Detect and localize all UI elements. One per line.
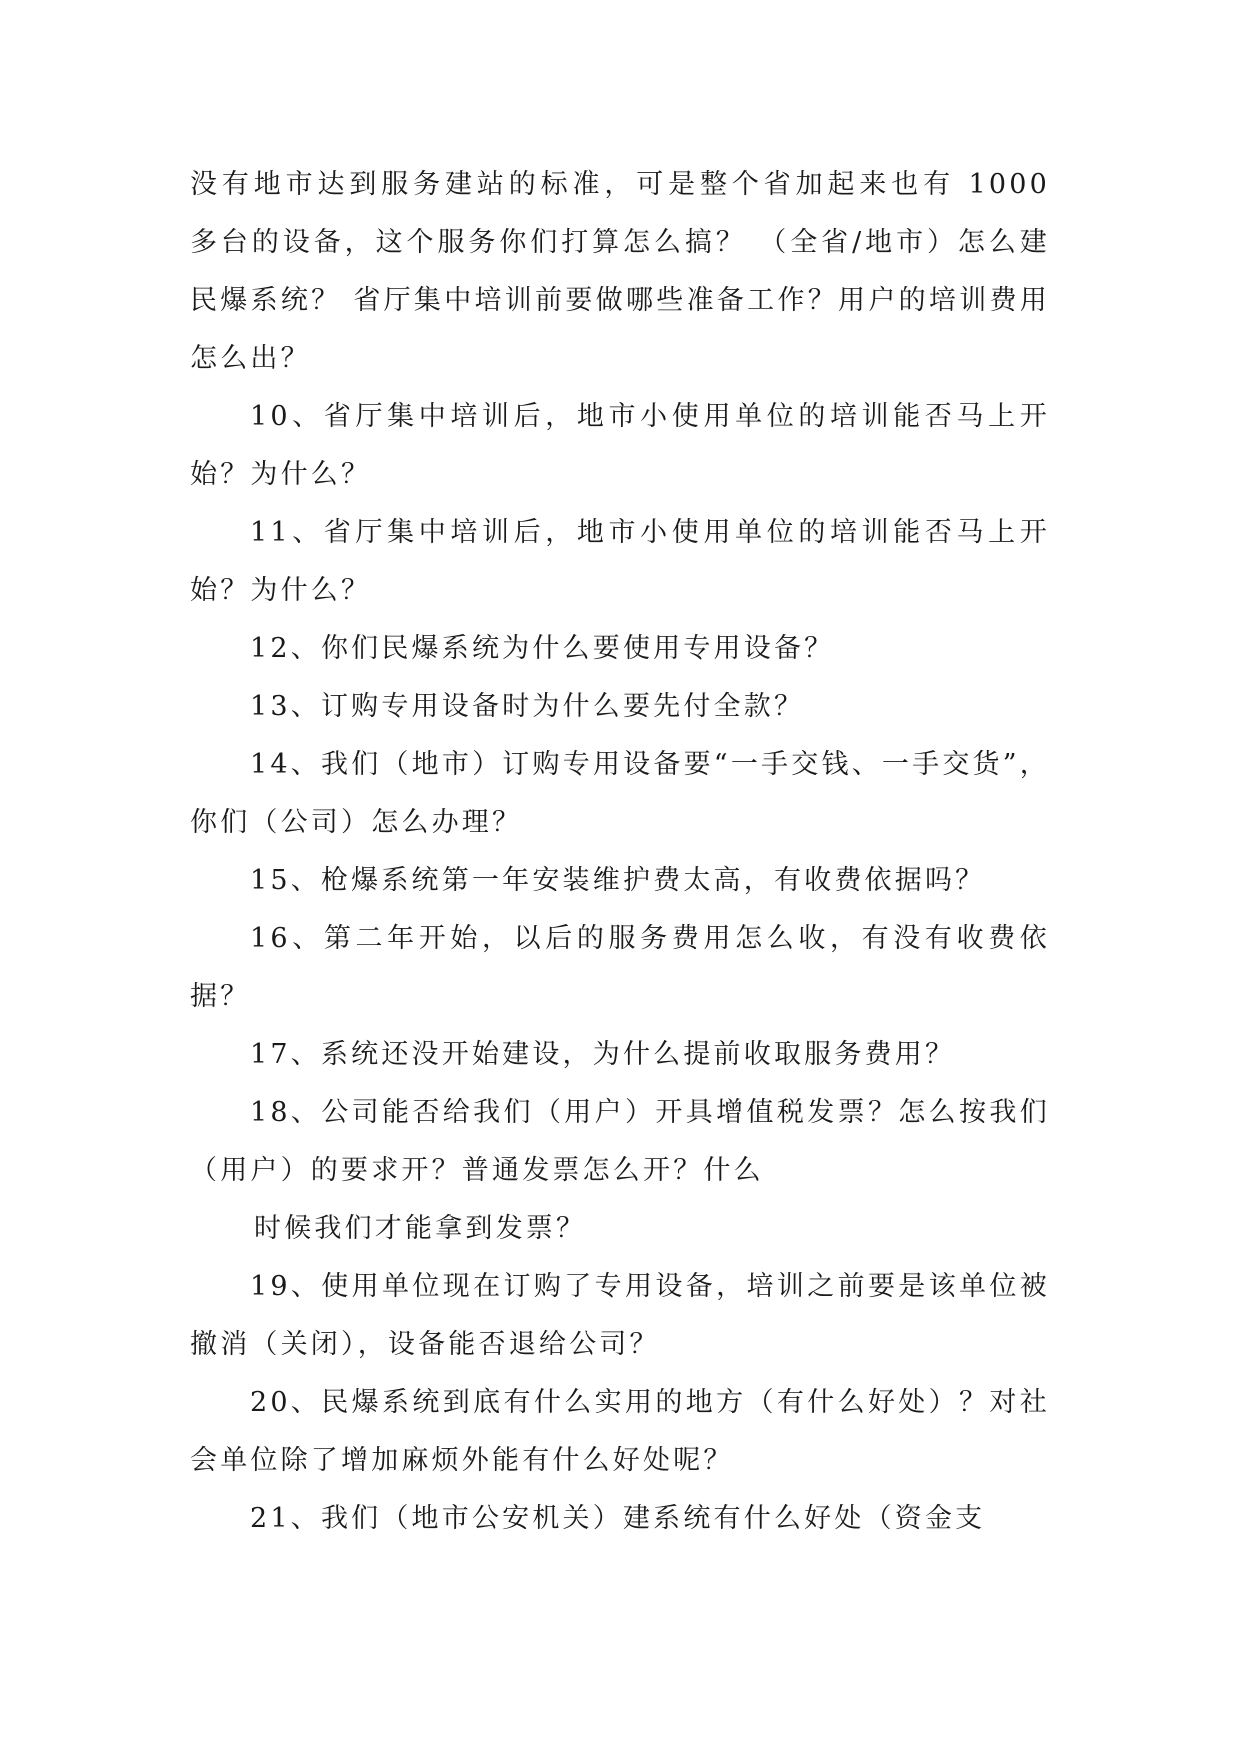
question-14: 14、我们（地市）订购专用设备要“一手交钱、一手交货”，你们（公司）怎么办理？ xyxy=(190,749,1050,838)
question-11: 11、省厅集中培训后，地市小使用单位的培训能否马上开始？为什么？ xyxy=(190,517,1050,606)
question-20: 20、民爆系统到底有什么实用的地方（有什么好处）？对社会单位除了增加麻烦外能有什么好处呢？ xyxy=(190,1387,1050,1476)
paragraph-continuation: 没有地市达到服务建站的标准，可是整个省加起来也有 1000 多台的设备，这个服务你们打算怎么搞？ （全省/地市）怎么建民爆系统？ 省厅集中培训前要做哪些准备工作？用户的培训费用怎么出？ xyxy=(190,169,1050,374)
question-16: 16、第二年开始，以后的服务费用怎么收，有没有收费依据？ xyxy=(190,923,1050,1012)
question-17: 17、系统还没开始建设，为什么提前收取服务费用？ xyxy=(250,1039,956,1070)
question-18-continuation: 时候我们才能拿到发票？ xyxy=(254,1213,587,1244)
question-10: 10、省厅集中培训后，地市小使用单位的培训能否马上开始？为什么？ xyxy=(190,401,1050,490)
question-18: 18、公司能否给我们（用户）开具增值税发票？怎么按我们（用户）的要求开？普通发票怎么开？什么 xyxy=(190,1097,1050,1186)
question-13: 13、订购专用设备时为什么要先付全款？ xyxy=(250,691,805,722)
question-15: 15、枪爆系统第一年安装维护费太高，有收费依据吗？ xyxy=(250,865,986,896)
question-19: 19、使用单位现在订购了专用设备，培训之前要是该单位被撤消（关闭），设备能否退给公司？ xyxy=(190,1271,1050,1360)
question-12: 12、你们民爆系统为什么要使用专用设备？ xyxy=(250,633,835,664)
question-21: 21、我们（地市公安机关）建系统有什么好处（资金支 xyxy=(250,1503,986,1534)
document-body xyxy=(190,156,1050,1548)
